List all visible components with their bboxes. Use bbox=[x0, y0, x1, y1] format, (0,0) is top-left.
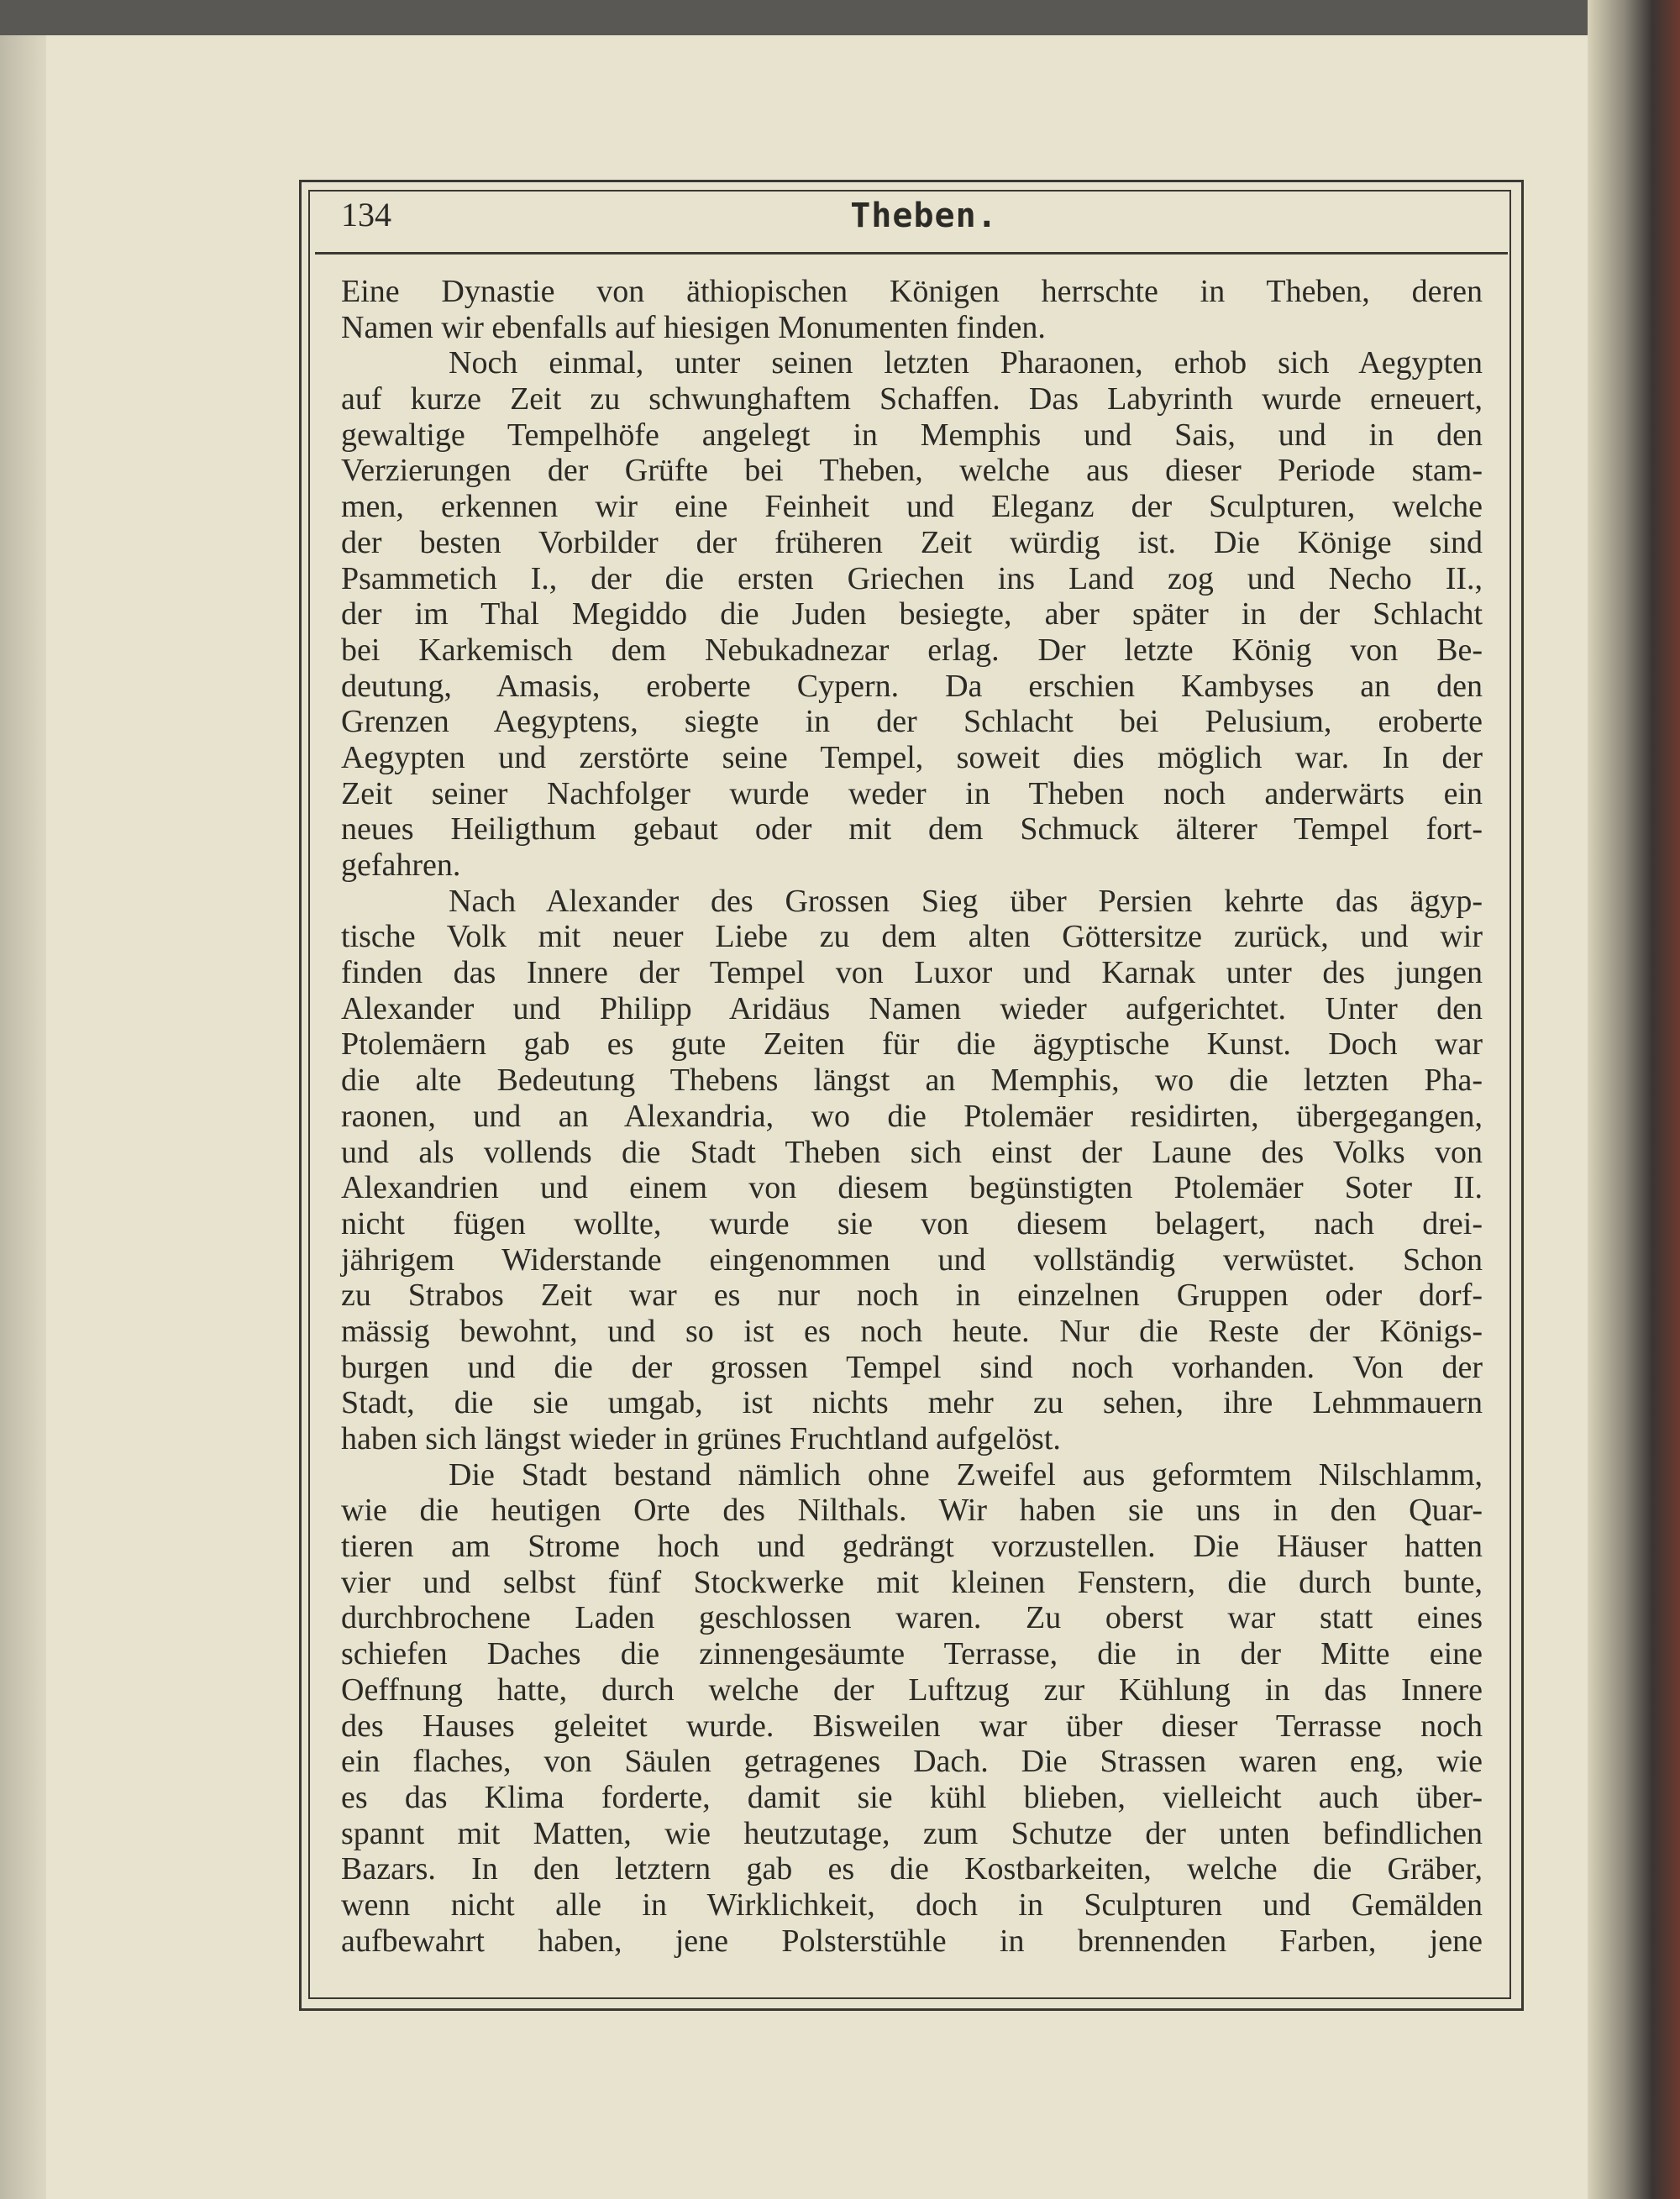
text-line: aufbewahrt haben, jene Polsterstühle in brennenden Farben, jene bbox=[341, 1923, 1483, 1959]
body-text bbox=[341, 274, 1483, 1959]
text-line: Alexander und Philipp Aridäus Namen wieder aufgerichtet. Unter den bbox=[341, 990, 1483, 1026]
text-line: Oeffnung hatte, durch welche der Luftzug zur Kühlung in das Innere bbox=[341, 1672, 1483, 1708]
text-line: Alexandrien und einem von diesem begünstigten Ptolemäer Soter II. bbox=[341, 1170, 1483, 1206]
text-line: Eine Dynastie von äthiopischen Königen herrschte in Theben, deren bbox=[341, 274, 1483, 309]
text-line: finden das Innere der Tempel von Luxor und Karnak unter des jungen bbox=[341, 955, 1483, 991]
text-line: Psammetich I., der die ersten Griechen ins Land zog und Necho II., bbox=[341, 560, 1483, 596]
text-line: Ptolemäern gab es gute Zeiten für die ägyptische Kunst. Doch war bbox=[341, 1026, 1483, 1063]
text-line: und als vollends die Stadt Theben sich einst der Laune des Volks von bbox=[341, 1134, 1483, 1170]
text-line: der besten Vorbilder der früheren Zeit würdig ist. Die Könige sind bbox=[341, 524, 1483, 560]
text-line: auf kurze Zeit zu schwunghaftem Schaffen. Das Labyrinth wurde erneuert, bbox=[341, 381, 1483, 417]
text-line: Noch einmal, unter seinen letzten Pharaonen, erhob sich Aegypten bbox=[449, 345, 1483, 381]
book-binding-edge bbox=[1588, 0, 1680, 2199]
text-line: zu Strabos Zeit war es nur noch in einzelnen Gruppen oder dorf- bbox=[341, 1278, 1483, 1314]
text-line: wenn nicht alle in Wirklichkeit, doch in Sculpturen und Gemälden bbox=[341, 1887, 1483, 1923]
text-line: men, erkennen wir eine Feinheit und Eleganz der Sculpturen, welche bbox=[341, 489, 1483, 525]
text-line: raonen, und an Alexandria, wo die Ptolemäer residirten, übergegangen, bbox=[341, 1098, 1483, 1134]
running-title: Theben. bbox=[850, 197, 998, 235]
text-line: Verzierungen der Grüfte bei Theben, welche aus dieser Periode stam- bbox=[341, 453, 1483, 489]
text-line: schiefen Daches die zinnengesäumte Terrasse, die in der Mitte eine bbox=[341, 1636, 1483, 1672]
text-line: nicht fügen wollte, wurde sie von diesem belagert, nach drei- bbox=[341, 1205, 1483, 1241]
text-line: ein flaches, von Säulen getragenes Dach. Die Strassen waren eng, wie bbox=[341, 1744, 1483, 1780]
text-line: Namen wir ebenfalls auf hiesigen Monumenten finden. bbox=[341, 309, 1046, 345]
text-line: es das Klima forderte, damit sie kühl blieben, vielleicht auch über- bbox=[341, 1779, 1483, 1815]
text-line: Stadt, die sie umgab, ist nichts mehr zu sehen, ihre Lehmmauern bbox=[341, 1385, 1483, 1421]
text-line: wie die heutigen Orte des Nilthals. Wir haben sie uns in den Quar- bbox=[341, 1493, 1483, 1529]
text-line: Aegypten und zerstörte seine Tempel, soweit dies möglich war. In der bbox=[341, 739, 1483, 775]
scan-background-top bbox=[0, 0, 1680, 35]
text-line: tieren am Strome hoch und gedrängt vorzustellen. Die Häuser hatten bbox=[341, 1529, 1483, 1565]
text-line: Nach Alexander des Grossen Sieg über Persien kehrte das ägyp- bbox=[449, 883, 1483, 919]
text-line: Die Stadt bestand nämlich ohne Zweifel aus geformtem Nilschlamm, bbox=[449, 1456, 1483, 1493]
text-line: die alte Bedeutung Thebens längst an Memphis, wo die letzten Pha- bbox=[341, 1063, 1483, 1099]
text-line: vier und selbst fünf Stockwerke mit kleinen Fenstern, die durch bunte, bbox=[341, 1564, 1483, 1600]
text-line: Grenzen Aegyptens, siegte in der Schlacht bei Pelusium, eroberte bbox=[341, 704, 1483, 740]
text-line: der im Thal Megiddo die Juden besiegte, aber später in der Schlacht bbox=[341, 596, 1483, 632]
text-line: tische Volk mit neuer Liebe zu dem alten Göttersitze zurück, und wir bbox=[341, 919, 1483, 955]
text-line: bei Karkemisch dem Nebukadnezar erlag. Der letzte König von Be- bbox=[341, 632, 1483, 668]
text-line: Zeit seiner Nachfolger wurde weder in Theben noch anderwärts ein bbox=[341, 775, 1483, 811]
text-line: neues Heiligthum gebaut oder mit dem Schmuck älterer Tempel fort- bbox=[341, 811, 1483, 848]
text-line: des Hauses geleitet wurde. Bisweilen war über dieser Terrasse noch bbox=[341, 1708, 1483, 1744]
text-line: mässig bewohnt, und so ist es noch heute. Nur die Reste der Königs- bbox=[341, 1313, 1483, 1349]
text-line: burgen und die der grossen Tempel sind noch vorhanden. Von der bbox=[341, 1349, 1483, 1385]
text-line: durchbrochene Laden geschlossen waren. Zu oberst war statt eines bbox=[341, 1600, 1483, 1636]
text-line: gefahren. bbox=[341, 848, 461, 883]
page-left-edge bbox=[0, 35, 46, 2199]
text-line: haben sich längst wieder in grünes Fruchtland aufgelöst. bbox=[341, 1421, 1061, 1456]
text-line: jährigem Widerstande eingenommen und vollständig verwüstet. Schon bbox=[341, 1241, 1483, 1278]
text-line: Bazars. In den letztern gab es die Kostbarkeiten, welche die Gräber, bbox=[341, 1851, 1483, 1887]
text-line: deutung, Amasis, eroberte Cypern. Da erschien Kambyses an den bbox=[341, 668, 1483, 704]
text-line: spannt mit Matten, wie heutzutage, zum Schutze der unten befindlichen bbox=[341, 1815, 1483, 1851]
page-number: 134 bbox=[341, 196, 391, 234]
text-line: gewaltige Tempelhöfe angelegt in Memphis und Sais, und in den bbox=[341, 417, 1483, 453]
header-rule bbox=[315, 252, 1508, 255]
